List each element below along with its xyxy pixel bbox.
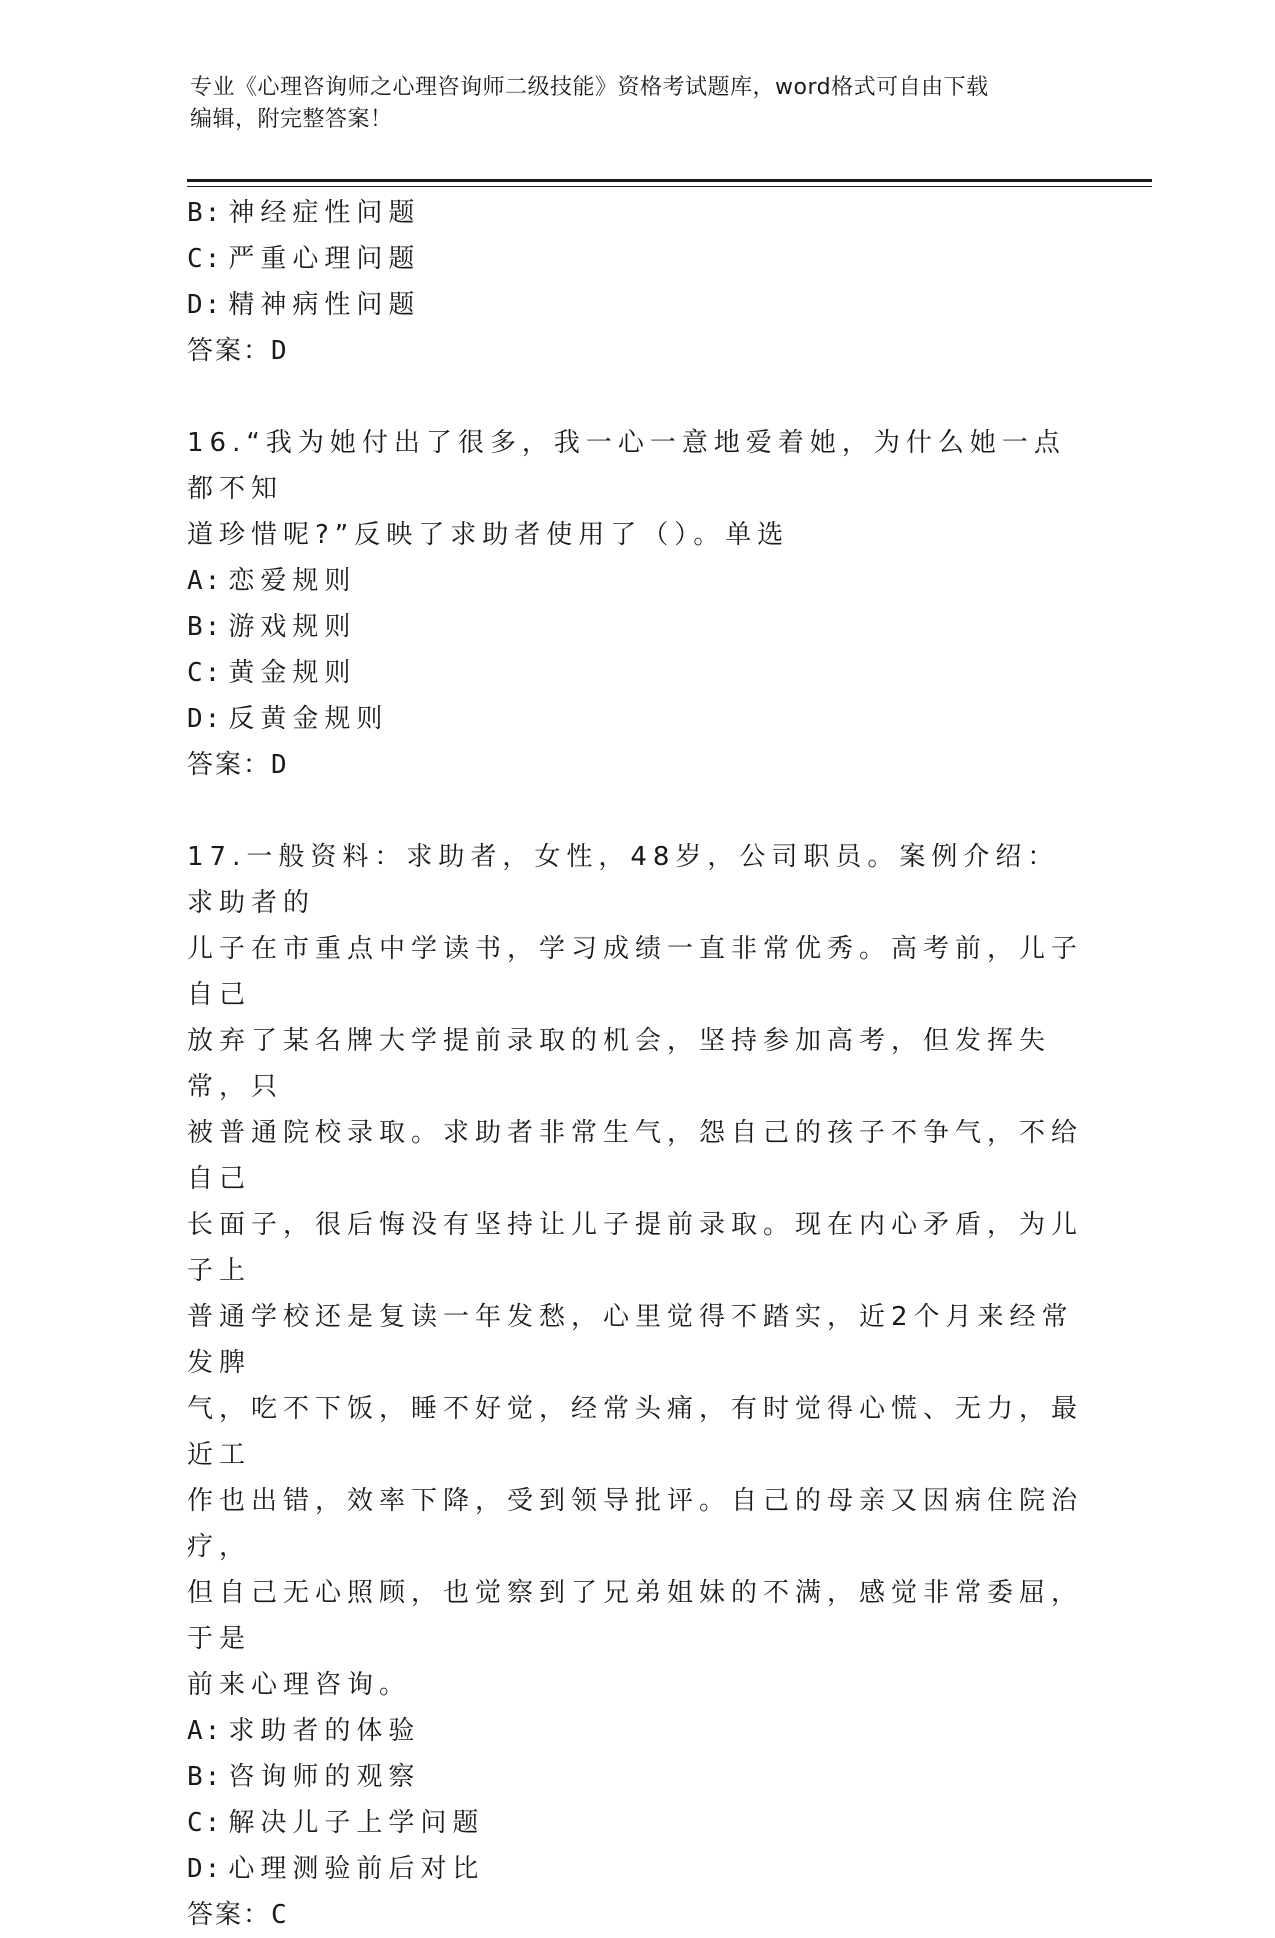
option-c [187, 650, 1087, 696]
question-text [187, 420, 1087, 558]
option-b [187, 1754, 1087, 1800]
header-rule-thick [187, 179, 1152, 182]
answer-label: 答案： [187, 750, 272, 780]
question-line: 16.“我为她付出了很多，我一心一意地爱着她，为什么她一点都不知 [187, 428, 1066, 504]
header-line-1: 专业《心理咨询师之心理咨询师二级技能》资格考试题库，word格式可自由下载 [190, 75, 989, 100]
answer [187, 328, 1087, 374]
question-text [187, 834, 1087, 1708]
question-line: 气，吃不下饭，睡不好觉，经常头痛，有时觉得心慌、无力，最近工 [187, 1394, 1084, 1470]
answer-label: 答案： [187, 336, 272, 366]
option-text: 求助者的体验 [228, 1716, 421, 1746]
question-line: 长面子，很后悔没有坚持让儿子提前录取。现在内心矛盾，为儿子上 [187, 1210, 1084, 1286]
option-key: C: [187, 244, 223, 274]
answer-value: C [271, 1900, 289, 1930]
question-line: 但自己无心照顾，也觉察到了兄弟姐妹的不满，感觉非常委屈，于是 [187, 1578, 1084, 1654]
option-d [187, 1846, 1087, 1892]
option-text: 黄金规则 [228, 658, 357, 688]
question-line: 被普通院校录取。求助者非常生气，怨自己的孩子不争气，不给自己 [187, 1118, 1084, 1194]
option-a [187, 558, 1087, 604]
option-key: A: [187, 566, 223, 596]
question-line: 放弃了某名牌大学提前录取的机会，坚持参加高考，但发挥失常，只 [187, 1026, 1052, 1102]
option-text: 精神病性问题 [228, 290, 421, 320]
question-16 [187, 420, 1087, 788]
answer-value: D [271, 336, 289, 366]
header-line-2: 编辑，附完整答案！ [190, 107, 393, 132]
document-header [190, 72, 1090, 136]
option-text: 神经症性问题 [228, 198, 421, 228]
option-c [187, 236, 1087, 282]
option-text: 严重心理问题 [228, 244, 421, 274]
document-body [187, 190, 1087, 1938]
header-rule-thin [187, 186, 1152, 187]
option-b [187, 190, 1087, 236]
option-text: 恋爱规则 [228, 566, 357, 596]
option-a [187, 1708, 1087, 1754]
question-line: 作也出错，效率下降，受到领导批评。自己的母亲又因病住院治疗， [187, 1486, 1084, 1562]
option-key: C: [187, 1808, 223, 1838]
option-key: B: [187, 1762, 223, 1792]
answer-label: 答案： [187, 1900, 272, 1930]
question-line: 普通学校还是复读一年发愁，心里觉得不踏实，近2个月来经常发脾 [187, 1302, 1074, 1378]
option-key: C: [187, 658, 223, 688]
option-key: A: [187, 1716, 223, 1746]
option-text: 解决儿子上学问题 [228, 1808, 485, 1838]
option-key: D: [187, 704, 223, 734]
option-key: D: [187, 1854, 223, 1884]
option-d [187, 696, 1087, 742]
prev-question [187, 190, 1087, 374]
option-text: 咨询师的观察 [228, 1762, 421, 1792]
option-c [187, 1800, 1087, 1846]
question-line: 儿子在市重点中学读书，学习成绩一直非常优秀。高考前，儿子自己 [187, 934, 1084, 1010]
option-text: 游戏规则 [228, 612, 357, 642]
option-key: B: [187, 612, 223, 642]
answer-value: D [271, 750, 289, 780]
spacer [187, 374, 1087, 420]
spacer [187, 788, 1087, 834]
option-text: 心理测验前后对比 [228, 1854, 485, 1884]
answer [187, 742, 1087, 788]
question-line: 前来心理咨询。 [187, 1670, 412, 1700]
option-b [187, 604, 1087, 650]
option-key: D: [187, 290, 223, 320]
question-line: 17.一般资料：求助者，女性，48岁，公司职员。案例介绍：求助者的 [187, 842, 1060, 918]
question-line: 道珍惜呢?”反映了求助者使用了（）。单选 [187, 520, 790, 550]
option-key: B: [187, 198, 223, 228]
option-text: 反黄金规则 [228, 704, 389, 734]
option-d [187, 282, 1087, 328]
question-17 [187, 834, 1087, 1938]
answer [187, 1892, 1087, 1938]
